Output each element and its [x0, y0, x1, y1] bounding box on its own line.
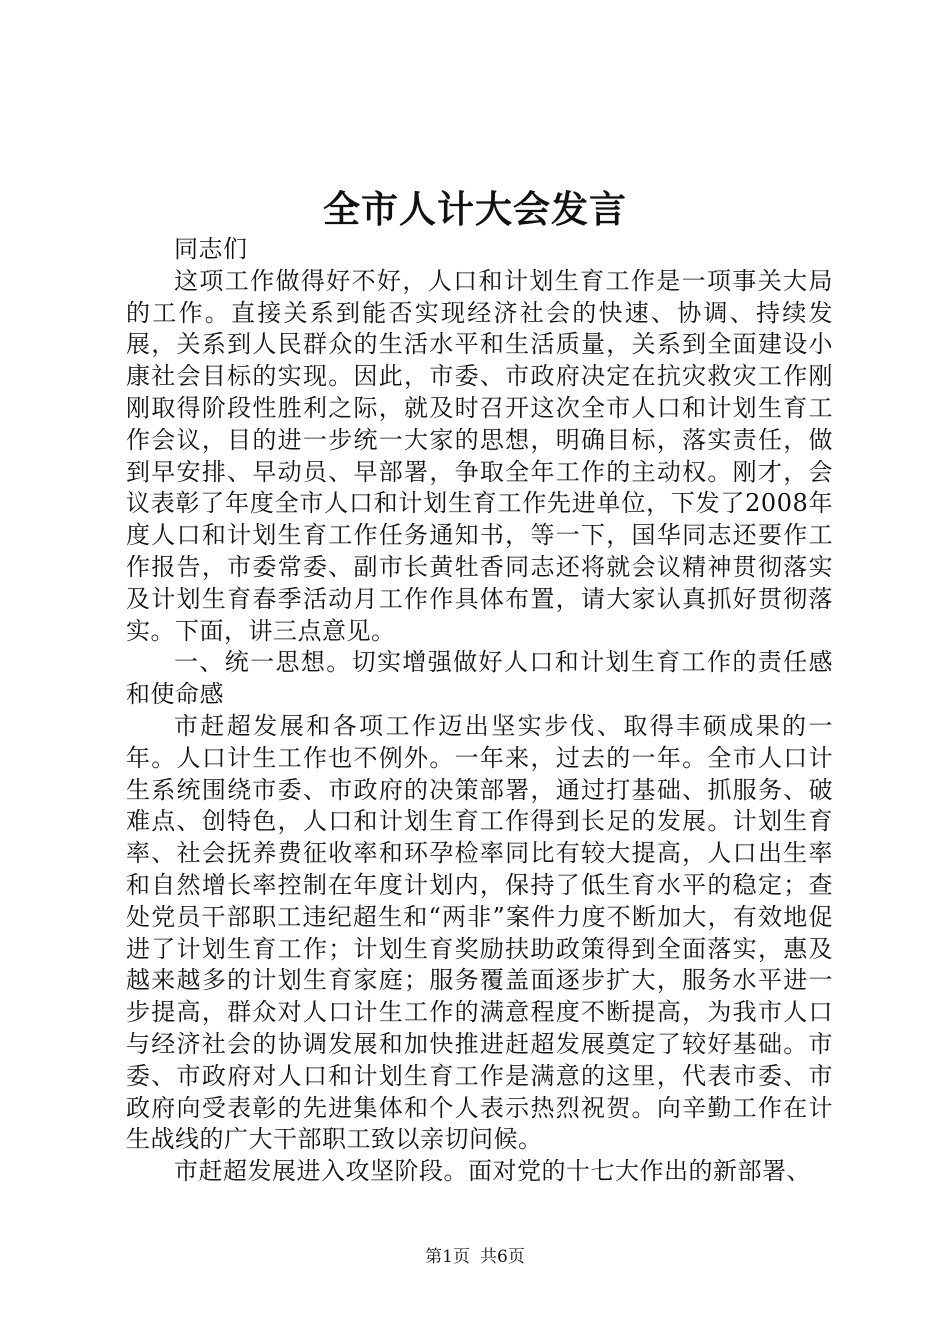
- salutation-paragraph: 同志们: [174, 235, 248, 263]
- document-body: [126, 234, 833, 1188]
- page-total: 共6页: [480, 1247, 525, 1267]
- body-paragraph: 这项工作做得好不好，人口和计划生育工作是一项事关大局的工作。直接关系到能否实现经济社会的快速、协调、持续发展，关系到人民群众的生活水平和生活质量，关系到全面建设小康社会目标的实现。因此，市委、市政府决定在抗灾救灾工作刚刚取得阶段性胜利之际，就及时召开这次全市人口和计划生育工作会议，目的进一步统一大家的思想，明确目标，落实责任，做到早安排、早动员、早部署，争取全年工作的主动权。刚才，会议表彰了年度全市人口和计划生育工作先进单位，下发了2008年度人口和计划生育工作任务通知书，等一下，国华同志还要作工作报告，市委常委、副市长黄牡香同志还将就会议精神贯彻落实及计划生育春季活动月工作作具体布置，请大家认真抓好贯彻落实。下面，讲三点意见。: [126, 266, 833, 645]
- body-paragraph: 市赶超发展进入攻坚阶段。面对党的十七大作出的新部署、: [174, 1157, 811, 1186]
- document-title: 全市人计大会发言: [323, 187, 627, 231]
- page-number: 第1页: [425, 1247, 470, 1267]
- section-heading-paragraph: 一、统一思想。切实增强做好人口和计划生育工作的责任感和使命感: [126, 648, 833, 709]
- page-footer: [0, 1245, 950, 1269]
- body-paragraph: 市赶超发展和各项工作迈出坚实步伐、取得丰硕成果的一年。人口计生工作也不例外。一年来，过去的一年。全市人口计生系统围绕市委、市政府的决策部署，通过打基础、抓服务、破难点、创特色，人口和计划生育工作得到长足的发展。计划生育率、社会抚养费征收率和环孕检率同比有较大提高，人口出生率和自然增长率控制在年度计划内，保持了低生育水平的稳定；查处党员干部职工违纪超生和“两非”案件力度不断加大，有效地促进了计划生育工作；计划生育奖励扶助政策得到全面落实，惠及越来越多的计划生育家庭；服务覆盖面逐步扩大，服务水平进一步提高，群众对人口计生工作的满意程度不断提高，为我市人口与经济社会的协调发展和加快推进赶超发展奠定了较好基础。市委、市政府对人口和计划生育工作是满意的这里，代表市委、市政府向受表彰的先进集体和个人表示热烈祝贺。向辛勤工作在计生战线的广大干部职工致以亲切问候。: [126, 711, 833, 1154]
